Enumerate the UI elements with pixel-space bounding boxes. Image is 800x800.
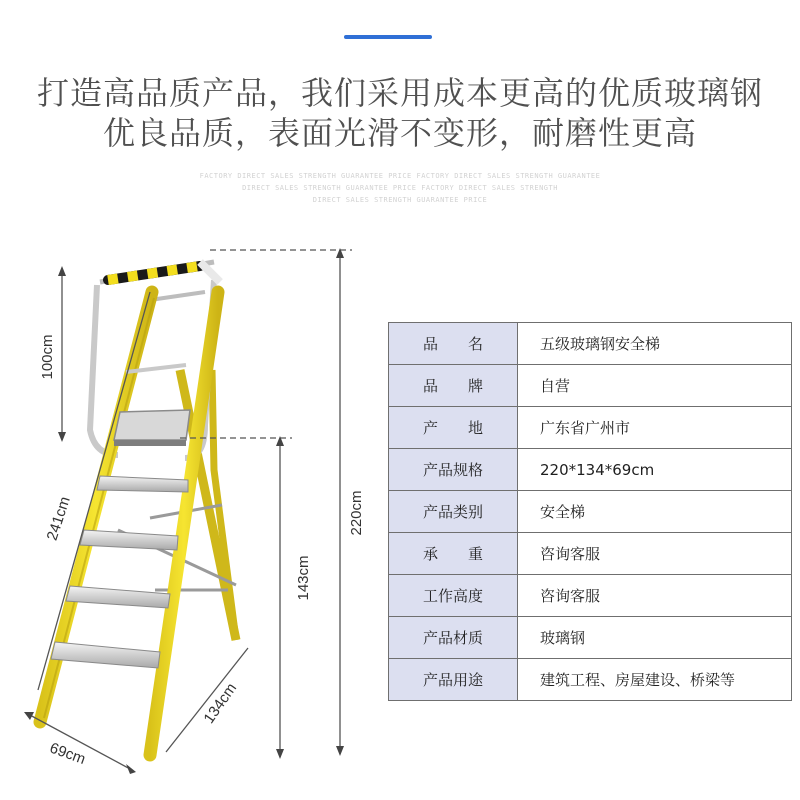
safety-top-bar (108, 262, 220, 282)
subtext-line: FACTORY DIRECT SALES STRENGTH GUARANTEE PRICE FACTORY DIRECT SALES STRENGTH GUARANTEE (199, 172, 601, 180)
accent-bar (344, 35, 432, 39)
front-stiles (40, 292, 218, 755)
table-row (389, 407, 792, 449)
spec-value: 广东省广州市 (518, 407, 792, 449)
dimension-label-depth: 134cm (200, 680, 241, 727)
spec-value: 玻璃钢 (518, 617, 792, 659)
spec-key: 产 地 (389, 407, 518, 449)
table-row (389, 365, 792, 407)
table-row (389, 659, 792, 701)
table-row (389, 533, 792, 575)
spec-key: 品 名 (389, 323, 518, 365)
spec-value: 220*134*69cm (518, 449, 792, 491)
dimension-label-platform-height: 143cm (295, 555, 312, 601)
spec-value: 自营 (518, 365, 792, 407)
spec-key: 品 牌 (389, 365, 518, 407)
spec-value: 建筑工程、房屋建设、桥梁等 (518, 659, 792, 701)
spec-value: 安全梯 (518, 491, 792, 533)
subtext-line: DIRECT SALES STRENGTH GUARANTEE PRICE FACTORY DIRECT SALES STRENGTH (242, 184, 558, 192)
table-row (389, 323, 792, 365)
watermark-subtext (150, 170, 650, 206)
table-row (389, 617, 792, 659)
spec-value: 五级玻璃钢安全梯 (518, 323, 792, 365)
spec-key: 工作高度 (389, 575, 518, 617)
headline-line-1: 打造高品质产品，我们采用成本更高的优质玻璃钢 (36, 74, 763, 112)
table-row (389, 575, 792, 617)
spec-key: 产品类别 (389, 491, 518, 533)
subtext-line: DIRECT SALES STRENGTH GUARANTEE PRICE (312, 196, 488, 204)
spec-table (388, 322, 792, 701)
table-row (389, 449, 792, 491)
spec-key: 产品规格 (389, 449, 518, 491)
spec-key: 承 重 (389, 533, 518, 575)
dimension-label-length: 241cm (43, 494, 74, 543)
dimension-label-width: 69cm (47, 739, 88, 769)
ladder-illustration (0, 230, 380, 800)
spec-key: 产品材质 (389, 617, 518, 659)
spec-value: 咨询客服 (518, 533, 792, 575)
dimension-label-total-height: 220cm (348, 490, 365, 536)
spec-key: 产品用途 (389, 659, 518, 701)
headline-line-2: 优良品质，表面光滑不变形，耐磨性更高 (102, 114, 697, 152)
dimension-label-guardrail: 100cm (39, 334, 56, 380)
table-row (389, 491, 792, 533)
spec-value: 咨询客服 (518, 575, 792, 617)
